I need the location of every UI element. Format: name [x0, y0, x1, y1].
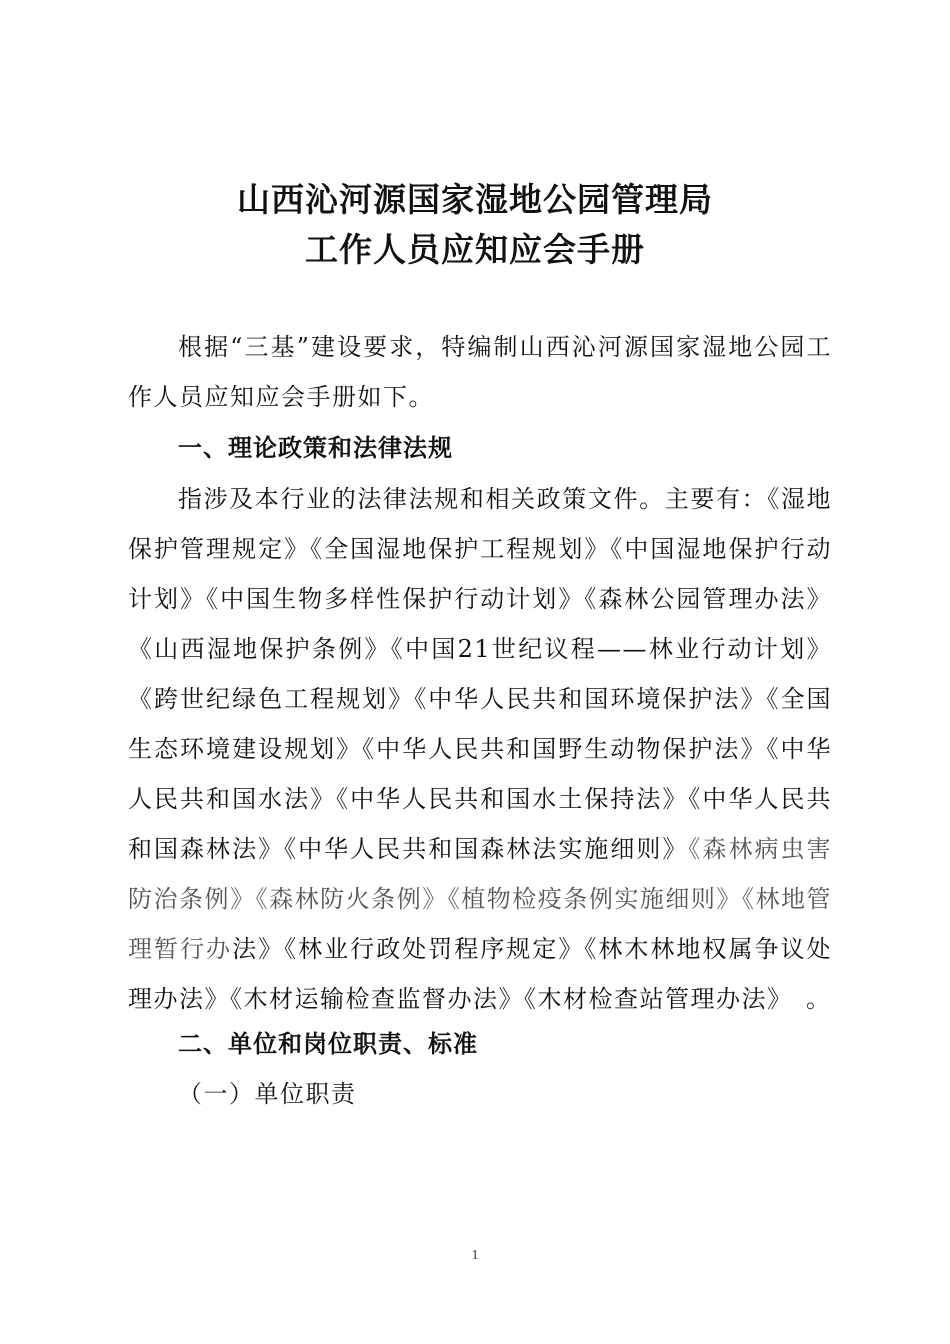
document-title-line-1: 山西沁河源国家湿地公园管理局 [237, 180, 713, 219]
intro-paragraph: 根据“三基”建设要求，特编制山西沁河源国家湿地公园工作人员应知应会手册如下。 [128, 333, 832, 411]
section-2-subheading: （一）单位职责 [178, 1080, 357, 1108]
laws-list-text-muted: 《森林病虫害防治条例》《森林防火条例》《植物检疫条例实施细则》《林地管理暂行办 [128, 835, 832, 963]
laws-paragraph [128, 474, 832, 1024]
laws-list-text-end: 法》《林业行政处罚程序规定》《林木林地权属争议处理办法》《木材运输检查监督办法》《木材检查站管理办法》 。 [128, 935, 833, 1013]
document-title-line-2: 工作人员应知应会手册 [305, 230, 645, 269]
page-number: 1 [471, 1248, 479, 1263]
section-1-heading: 一、理论政策和法律法规 [178, 434, 453, 462]
laws-list-text: 指涉及本行业的法律法规和相关政策文件。主要有：《湿地保护管理规定》《全国湿地保护工程规划》《中国湿地保护行动计划》《中国生物多样性保护行动计划》《森林公园管理办法》《山西湿地保护条例》《中国21世纪议程——林业行动计划》《跨世纪绿色工程规划》《中华人民共和国环境保护法》《全国生态环境建设规划》《中华人民共和国野生动物保护法》《中华人民共和国水法》《中华人民共和国水土保持法》《中华人民共和国森林法》《中华人民共和国森林法实施细则》 [128, 485, 832, 863]
section-2-heading: 二、单位和岗位职责、标准 [178, 1030, 478, 1058]
